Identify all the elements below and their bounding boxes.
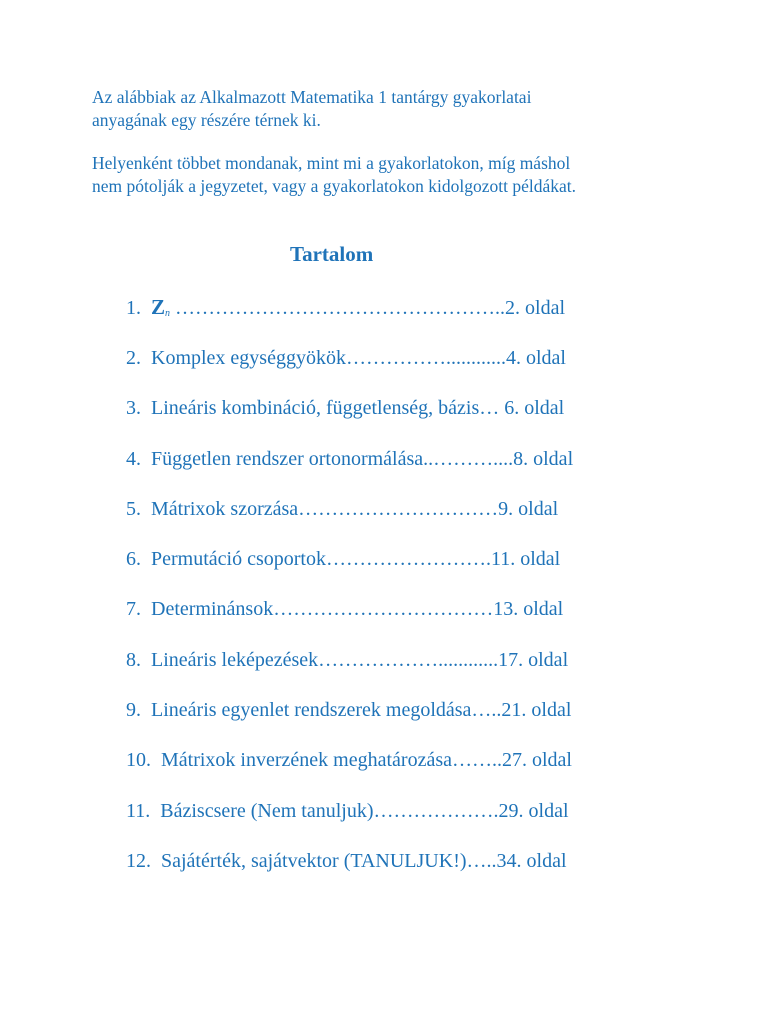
toc-item-text: Mátrixok szorzása…………………………9. oldal <box>151 498 559 520</box>
toc-item-number: 9. <box>126 699 141 721</box>
toc-item-12 <box>126 849 567 873</box>
toc-item-number: 12. <box>126 850 151 872</box>
toc-item-number: 10. <box>126 749 151 771</box>
toc-item-9 <box>126 698 571 722</box>
toc-item-number: 5. <box>126 498 141 520</box>
toc-item-number: 4. <box>126 448 141 470</box>
toc-item-text: Permutáció csoportok…………………….11. oldal <box>151 548 561 570</box>
toc-item-text: Mátrixok inverzének meghatározása……..27. oldal <box>161 749 572 771</box>
toc-item-number: 2. <box>126 347 141 369</box>
toc-item-leader: ………………………………………….. <box>175 297 506 319</box>
toc-item-text: Determinánsok……………………………13. oldal <box>151 598 564 620</box>
intro-paragraph-1 <box>92 86 732 132</box>
toc-item-8 <box>126 648 568 672</box>
toc-item-number: 1. <box>126 297 141 319</box>
toc-item-number: 11. <box>126 800 151 822</box>
toc-item-page: 2. oldal <box>505 297 566 319</box>
intro-paragraph-2 <box>92 152 732 198</box>
toc-item-number: 3. <box>126 397 141 419</box>
toc-item-text: Báziscsere (Nem tanuljuk)……………….29. oldal <box>160 800 569 822</box>
toc-z-symbol: Z <box>151 295 166 319</box>
toc-item-text: Lineáris egyenlet rendszerek megoldása…..21. oldal <box>151 699 572 721</box>
toc-item-10 <box>126 748 572 772</box>
toc-item-3 <box>126 396 564 420</box>
toc-item-number: 7. <box>126 598 141 620</box>
intro-paragraph-1-line-2: anyagának egy részére térnek ki. <box>92 110 321 130</box>
toc-z-subscript: n <box>165 308 171 319</box>
toc-item-text: Lineáris kombináció, függetlenség, bázis… 6. oldal <box>151 397 565 419</box>
toc-item-number: 8. <box>126 649 141 671</box>
toc-item-2 <box>126 346 566 370</box>
toc-item-6 <box>126 547 560 571</box>
toc-item-1 <box>126 295 565 326</box>
toc-item-text: Független rendszer ortonormálása..………....8. oldal <box>151 448 574 470</box>
intro-paragraph-2-line-1: Helyenként többet mondanak, mint mi a gyakorlatokon, míg máshol <box>92 153 571 173</box>
intro-paragraph-2-line-2: nem pótolják a jegyzetet, vagy a gyakorlatokon kidolgozott példákat. <box>92 176 577 196</box>
toc-item-5 <box>126 497 558 521</box>
intro-paragraph-1-line-1: Az alábbiak az Alkalmazott Matematika 1 tantárgy gyakorlatai <box>92 87 532 107</box>
toc-item-11 <box>126 799 569 823</box>
toc-item-text: Lineáris leképezések………………............17. oldal <box>151 649 569 671</box>
toc-item-4 <box>126 447 573 471</box>
toc-item-text: Sajátérték, sajátvektor (TANULJUK!)…..34. oldal <box>161 850 567 872</box>
toc-title: Tartalom <box>290 242 374 266</box>
toc-item-number: 6. <box>126 548 141 570</box>
toc-item-7 <box>126 597 563 621</box>
toc-item-text: Komplex egységgyökök……………............4. oldal <box>151 347 566 369</box>
